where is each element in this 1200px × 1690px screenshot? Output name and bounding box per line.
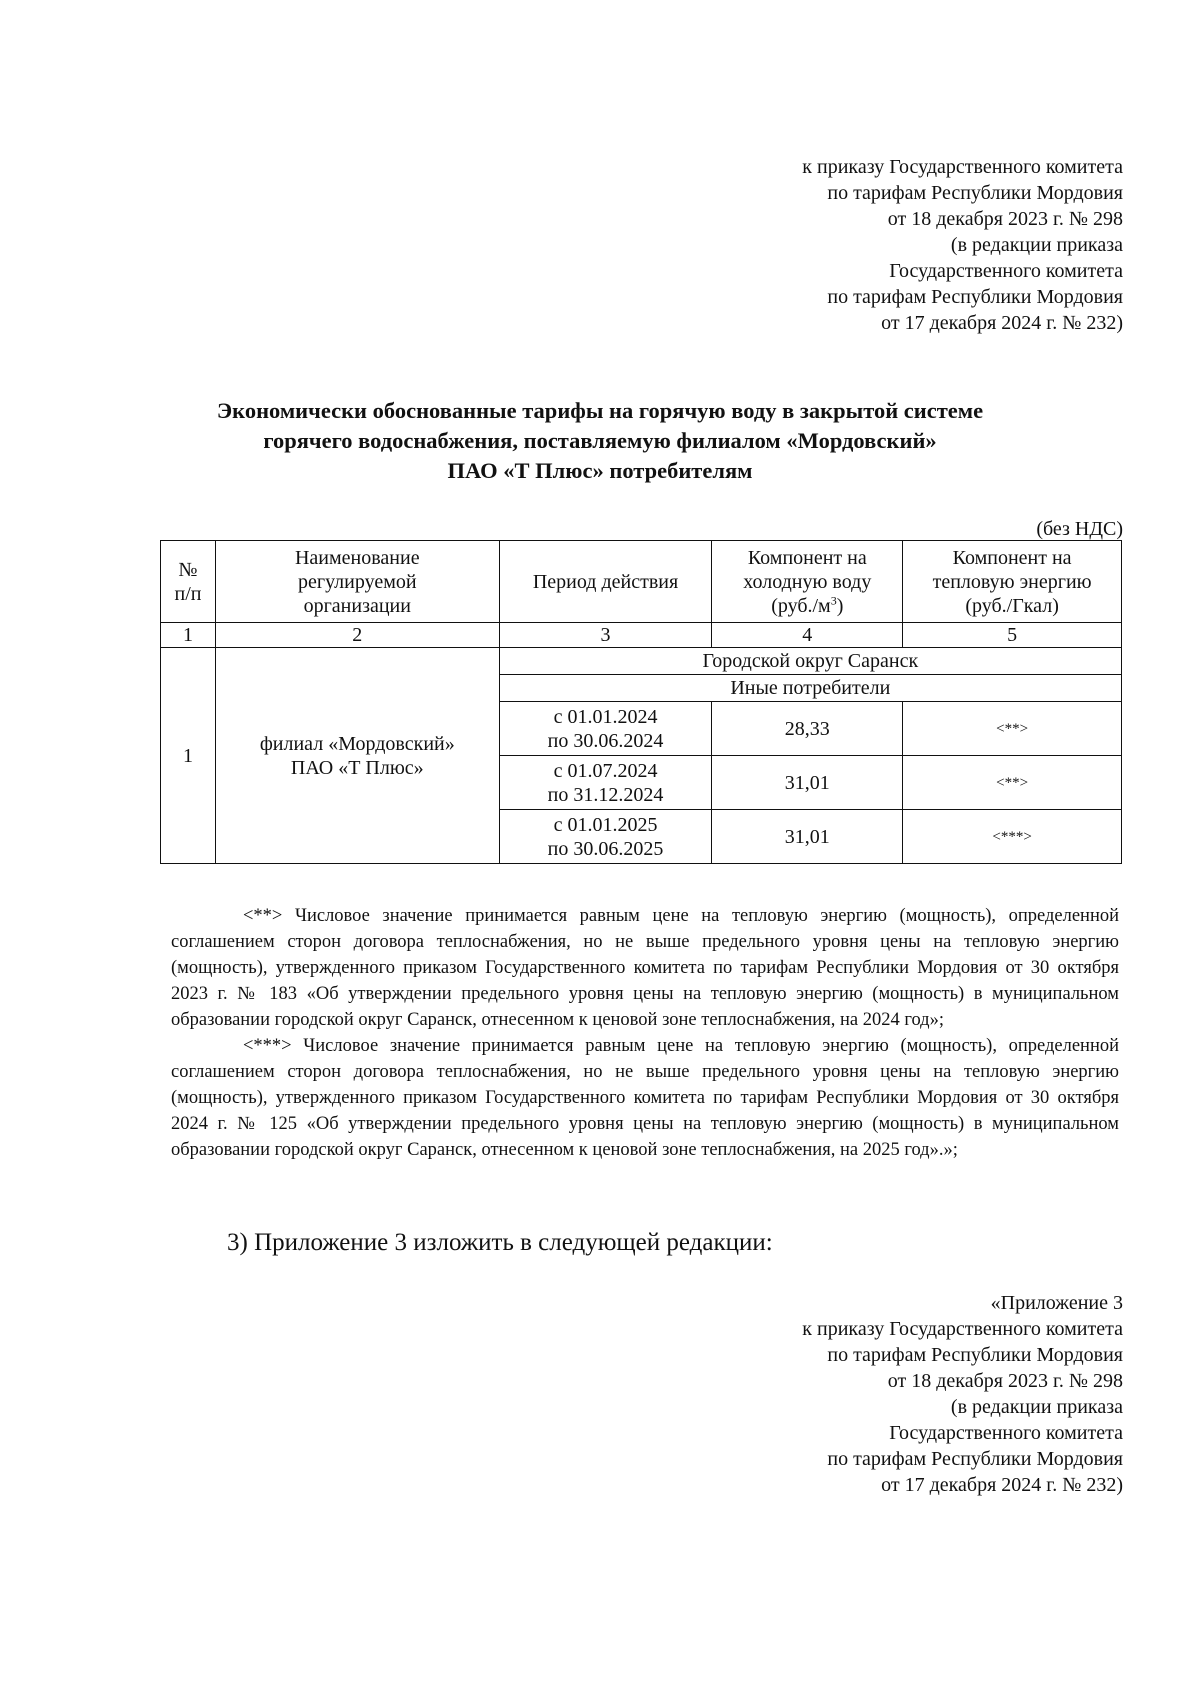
column-number: 4 bbox=[712, 623, 903, 648]
header-cold bbox=[712, 541, 903, 623]
header-line: к приказу Государственного комитета bbox=[802, 1318, 1123, 1340]
row-number: 1 bbox=[161, 648, 216, 864]
tariff-table bbox=[160, 540, 1122, 864]
cold-water-value: 31,01 bbox=[712, 810, 903, 864]
footnotes bbox=[171, 903, 1119, 1163]
organization-line: ПАО «Т Плюс» bbox=[290, 756, 424, 779]
period-to: по 31.12.2024 bbox=[547, 783, 664, 806]
cold-unit-superscript: 3 bbox=[830, 592, 837, 607]
period-cell bbox=[499, 756, 712, 810]
heat-energy-value: <**> bbox=[903, 702, 1122, 756]
header-num-line: п/п bbox=[174, 582, 202, 605]
header-heat-line: (руб./Гкал) bbox=[965, 594, 1059, 617]
document-title bbox=[0, 396, 1200, 486]
header-line: по тарифам Республики Мордовия bbox=[827, 1448, 1123, 1470]
header-line: по тарифам Республики Мордовия bbox=[827, 182, 1123, 204]
title-line: горячего водоснабжения, поставляемую филиалом «Мордовский» bbox=[263, 428, 937, 453]
title-line: Экономически обоснованные тарифы на горячую воду в закрытой системе bbox=[216, 398, 984, 423]
cold-unit-close: ) bbox=[836, 594, 844, 617]
header-heat-line: тепловую энергию bbox=[932, 570, 1092, 593]
header-line: (в редакции приказа bbox=[950, 234, 1123, 256]
header-line: (в редакции приказа bbox=[950, 1396, 1123, 1418]
header-row bbox=[161, 541, 1122, 623]
column-number: 5 bbox=[903, 623, 1122, 648]
header-line: от 18 декабря 2023 г. № 298 bbox=[887, 1370, 1123, 1392]
header-cold-unit bbox=[716, 594, 898, 618]
header-org-line: регулируемой bbox=[297, 570, 417, 593]
district-label: Городской округ Саранск bbox=[499, 648, 1121, 675]
period-cell bbox=[499, 810, 712, 864]
header-num-line: № bbox=[178, 558, 198, 581]
period-to: по 30.06.2025 bbox=[547, 837, 664, 860]
appendix-header-block bbox=[802, 1290, 1123, 1498]
header-line: Государственного комитета bbox=[889, 1422, 1123, 1444]
header-approval-block bbox=[802, 154, 1123, 336]
heat-energy-value: <***> bbox=[903, 810, 1122, 864]
footnote: <**> Числовое значение принимается равным цене на тепловую энергию (мощность), определенной соглашением сторон договора теплоснабжения, но не выше предельного уровня цены на тепловую энергию (мощность), утвержденного приказом Государственного комитета по тарифам Республики Мордовия от 30 октября 2023 г. № 183 «Об утверждении предельного уровня цены на тепловую энергию (мощность) в муниципальном образовании городской округ Саранск, отнесенном к ценовой зоне теплоснабжения, на 2024 год»; bbox=[171, 906, 1119, 1030]
header-org bbox=[215, 541, 499, 623]
cold-water-value: 28,33 bbox=[712, 702, 903, 756]
title-line: ПАО «Т Плюс» потребителям bbox=[447, 458, 753, 483]
period-from: с 01.01.2025 bbox=[553, 813, 658, 836]
header-line: от 17 декабря 2024 г. № 232) bbox=[881, 1474, 1123, 1496]
organization-name bbox=[215, 648, 499, 864]
header-line: по тарифам Республики Мордовия bbox=[827, 1344, 1123, 1366]
period-cell bbox=[499, 702, 712, 756]
header-line: по тарифам Республики Мордовия bbox=[827, 286, 1123, 308]
header-heat bbox=[903, 541, 1122, 623]
header-line: «Приложение 3 bbox=[990, 1292, 1123, 1314]
header-heat-line: Компонент на bbox=[952, 546, 1072, 569]
header-line: от 17 декабря 2024 г. № 232) bbox=[881, 312, 1123, 334]
column-number: 1 bbox=[161, 623, 216, 648]
district-row bbox=[161, 648, 1122, 675]
column-number: 3 bbox=[499, 623, 712, 648]
header-cold-line: холодную воду bbox=[743, 570, 872, 593]
header-period: Период действия bbox=[499, 541, 712, 623]
column-number-row bbox=[161, 623, 1122, 648]
header-org-line: организации bbox=[303, 594, 411, 617]
header-line: Государственного комитета bbox=[889, 260, 1123, 282]
consumer-group-label: Иные потребители bbox=[499, 675, 1121, 702]
unit-note: (без НДС) bbox=[1036, 518, 1123, 540]
header-cold-line: Компонент на bbox=[747, 546, 867, 569]
footnote: <***> Числовое значение принимается равным цене на тепловую энергию (мощность), определенной соглашением сторон договора теплоснабжения, но не выше предельного уровня цены на тепловую энергию (мощность), утвержденного приказом Государственного комитета по тарифам Республики Мордовия от 30 октября 2024 г. № 125 «Об утверждении предельного уровня цены на тепловую энергию (мощность) в муниципальном образовании городской округ Саранск, отнесенном к ценовой зоне теплоснабжения, на 2025 год».»; bbox=[171, 1036, 1119, 1160]
period-from: с 01.01.2024 bbox=[553, 705, 658, 728]
header-num bbox=[161, 541, 216, 623]
period-to: по 30.06.2024 bbox=[547, 729, 664, 752]
header-line: к приказу Государственного комитета bbox=[802, 156, 1123, 178]
header-org-line: Наименование bbox=[294, 546, 420, 569]
cold-unit-text: (руб./м bbox=[771, 594, 831, 617]
column-number: 2 bbox=[215, 623, 499, 648]
organization-line: филиал «Мордовский» bbox=[259, 732, 455, 755]
section-heading: 3) Приложение 3 изложить в следующей редакции: bbox=[227, 1229, 773, 1256]
heat-energy-value: <**> bbox=[903, 756, 1122, 810]
header-line: от 18 декабря 2023 г. № 298 bbox=[887, 208, 1123, 230]
period-from: с 01.07.2024 bbox=[553, 759, 658, 782]
cold-water-value: 31,01 bbox=[712, 756, 903, 810]
